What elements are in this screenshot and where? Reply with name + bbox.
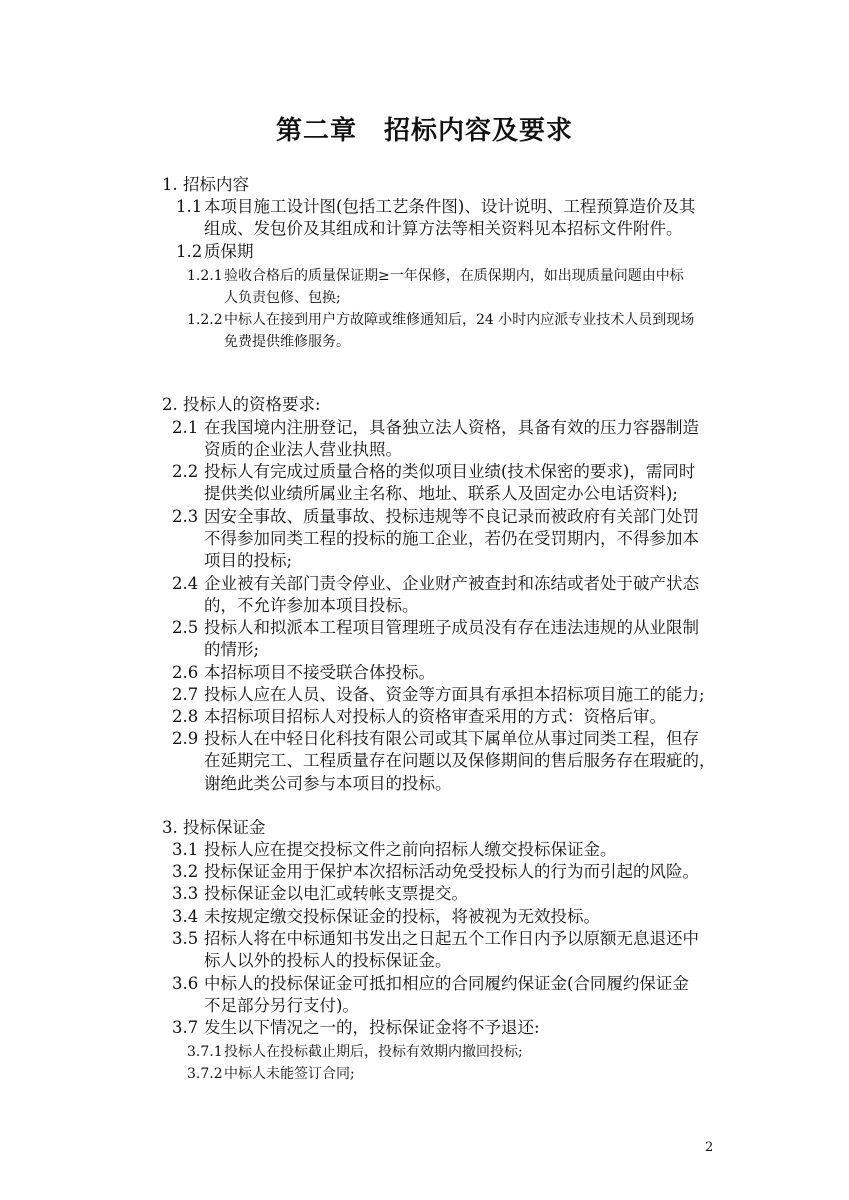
clause-number: 2.3 [172, 507, 199, 526]
clause-number: 3.4 [172, 907, 199, 926]
clause-1-1-line-2: 组成、发包价及其组成和计算方法等相关资料见本招标文件附件。 [204, 219, 683, 238]
clause-2-7 [172, 684, 705, 706]
clause-text: 未按规定缴交投标保证金的投标，将被视为无效投标。 [204, 907, 600, 926]
clause-text: 中标人的投标保证金可抵扣相应的合同履约保证金(合同履约保证金 [204, 974, 689, 993]
clause-number: 3.5 [172, 929, 199, 948]
clause-1-2 [176, 241, 254, 263]
clause-3-5-line-2: 标人以外的投标人的投标保证金。 [204, 951, 452, 970]
clause-2-9-line-1 [172, 728, 699, 750]
clause-3-7-2 [187, 1063, 355, 1085]
page-number: 2 [705, 1140, 714, 1155]
clause-2-1-line-2: 资质的企业法人营业执照。 [204, 440, 402, 459]
clause-number: 2.7 [172, 685, 199, 704]
clause-number: 2.5 [172, 618, 199, 637]
clause-3-7 [172, 1017, 540, 1039]
clause-text: 发生以下情况之一的，投标保证金将不予退还: [204, 1018, 540, 1037]
clause-2-9-line-2: 在延期完工、工程质量存在问题以及保修期间的售后服务存在瑕疵的， [204, 751, 716, 770]
clause-1-1-line-1 [176, 196, 695, 218]
clause-number: 3.7.2 [187, 1066, 223, 1082]
clause-1-2-2-line-2: 免费提供维修服务。 [224, 334, 350, 350]
clause-2-3-line-3: 项目的投标; [204, 551, 293, 570]
clause-text: 在我国境内注册登记，具备独立法人资格，具备有效的压力容器制造 [204, 418, 699, 437]
clause-3-3 [172, 883, 468, 905]
clause-2-5-line-2: 的情形; [204, 640, 260, 659]
clause-text: 验收合格后的质量保证期≥一年保修，在质保期内，如出现质量问题由中标 [224, 268, 684, 284]
page-title: 第二章 招标内容及要求 [275, 116, 573, 146]
clause-number: 2.4 [172, 574, 199, 593]
clause-text: 招标人将在中标通知书发出之日起五个工作日内予以原额无息退还中 [204, 929, 699, 948]
clause-2-3-line-1 [172, 506, 699, 528]
clause-3-6-line-2: 不足部分另行支付)。 [204, 996, 359, 1015]
clause-text: 投标保证金以电汇或转帐支票提交。 [204, 884, 468, 903]
clause-number: 3.7.1 [187, 1044, 223, 1060]
clause-number: 3.7 [172, 1018, 199, 1037]
clause-2-9-line-3: 谢绝此类公司参与本项目的投标。 [204, 774, 452, 793]
clause-text: 投标人应在提交投标文件之前向招标人缴交投标保证金。 [204, 840, 617, 859]
section-2-heading: 2. 投标人的资格要求: [162, 395, 321, 414]
clause-2-8 [172, 706, 666, 728]
clause-number: 3.1 [172, 840, 199, 859]
clause-number: 2.1 [172, 418, 199, 437]
clause-1-2-1-line-1 [187, 265, 684, 287]
clause-3-2 [172, 861, 699, 883]
clause-text: 投标人在中轻日化科技有限公司或其下属单位从事过同类工程，但存 [204, 729, 699, 748]
clause-number: 2.9 [172, 729, 199, 748]
clause-text: 质保期 [204, 242, 254, 261]
clause-text: 因安全事故、质量事故、投标违规等不良记录而被政府有关部门处罚 [204, 507, 699, 526]
section-3-heading: 3. 投标保证金 [162, 818, 266, 837]
clause-number: 1.2.1 [187, 268, 223, 284]
clause-number: 2.6 [172, 663, 199, 682]
clause-2-2-line-1 [172, 461, 695, 483]
clause-number: 1.1 [176, 197, 203, 216]
clause-number: 2.8 [172, 707, 199, 726]
clause-text: 中标人未能签订合同; [224, 1066, 355, 1082]
clause-text: 投标人应在人员、设备、资金等方面具有承担本招标项目施工的能力; [204, 685, 705, 704]
clause-number: 3.6 [172, 974, 199, 993]
clause-2-1-line-1 [172, 417, 699, 439]
clause-text: 本招标项目不接受联合体投标。 [204, 663, 435, 682]
clause-text: 中标人在接到用户方故障或维修通知后，24 小时内应派专业技术人员到现场 [224, 312, 695, 328]
clause-2-4-line-2: 的，不允许参加本项目投标。 [204, 596, 419, 615]
clause-text: 企业被有关部门责令停业、企业财产被查封和冻结或者处于破产状态 [204, 574, 699, 593]
clause-1-2-2-line-1 [187, 309, 694, 331]
clause-text: 本招标项目招标人对投标人的资格审查采用的方式：资格后审。 [204, 707, 666, 726]
clause-2-3-line-2: 不得参加同类工程的投标的施工企业，若仍在受罚期内，不得参加本 [204, 529, 699, 548]
clause-2-4-line-1 [172, 573, 699, 595]
clause-number: 3.3 [172, 884, 199, 903]
clause-number: 1.2.2 [187, 312, 223, 328]
clause-text: 投标保证金用于保护本次招标活动免受投标人的行为而引起的风险。 [204, 862, 699, 881]
clause-3-4 [172, 906, 600, 928]
clause-text: 投标人和拟派本工程项目管理班子成员没有存在违法违规的从业限制 [204, 618, 699, 637]
clause-2-2-line-2: 提供类似业绩所属业主名称、地址、联系人及固定办公电话资料); [204, 484, 678, 503]
clause-3-7-1 [187, 1041, 523, 1063]
clause-text: 投标人在投标截止期后，投标有效期内撤回投标; [224, 1044, 523, 1060]
clause-3-5-line-1 [172, 928, 699, 950]
clause-number: 2.2 [172, 462, 199, 481]
section-1-heading: 1. 招标内容 [162, 175, 249, 194]
clause-3-6-line-1 [172, 973, 689, 995]
clause-text: 投标人有完成过质量合格的类似项目业绩(技术保密的要求)，需同时 [204, 462, 696, 481]
clause-3-1 [172, 839, 617, 861]
clause-number: 3.2 [172, 862, 199, 881]
clause-2-6 [172, 662, 435, 684]
clause-1-2-1-line-2: 人负责包修、包换; [224, 290, 341, 306]
clause-text: 本项目施工设计图(包括工艺条件图)、设计说明、工程预算造价及其 [204, 197, 696, 216]
clause-number: 1.2 [176, 242, 203, 261]
clause-2-5-line-1 [172, 617, 699, 639]
